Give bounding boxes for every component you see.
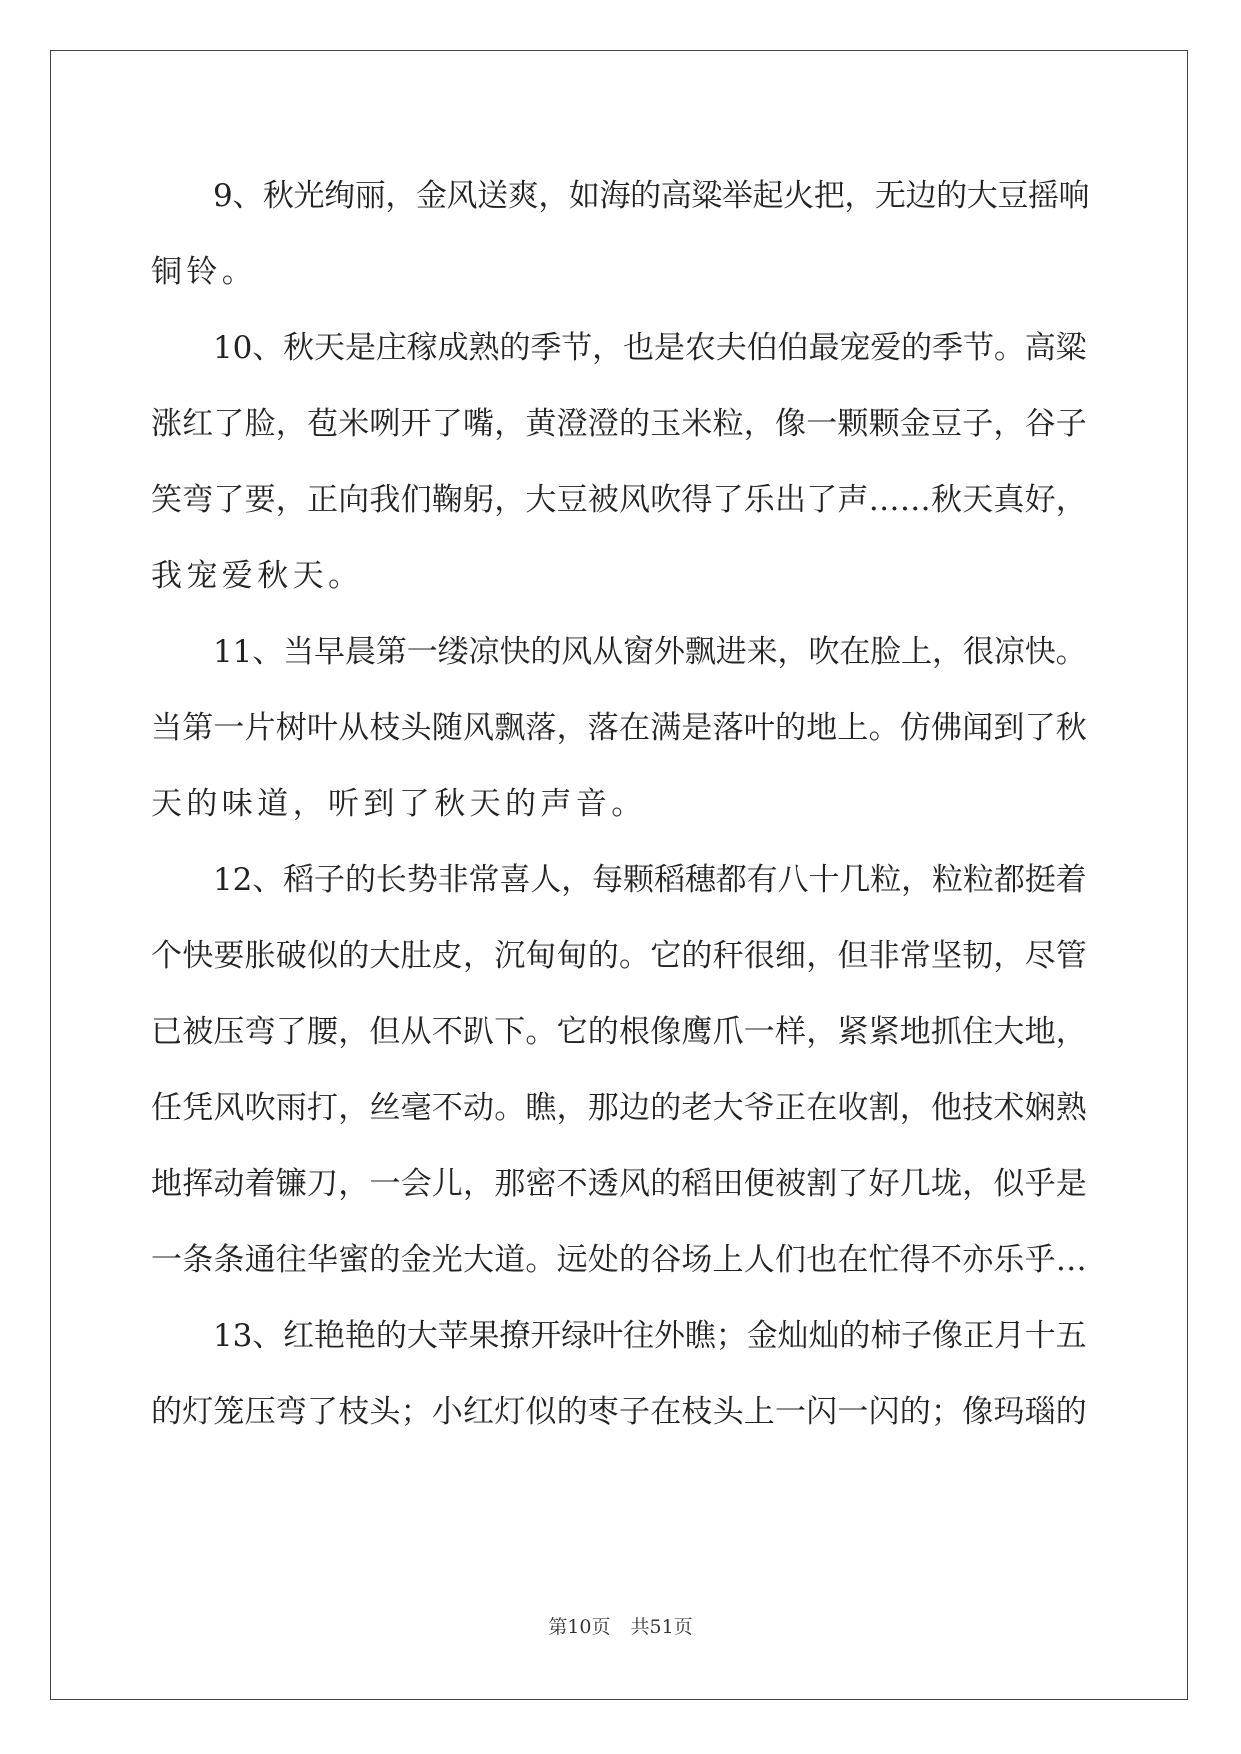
paragraph-line: 任凭风吹雨打，丝毫不动。瞧，那边的老大爷正在收割，他技术娴熟	[151, 1090, 1087, 1126]
paragraph-line: 一条条通往华蜜的金光大道。远处的谷场上人们也在忙得不亦乐乎…	[151, 1242, 1087, 1278]
page-footer	[0, 1612, 1241, 1639]
paragraph-13	[151, 1298, 1091, 1450]
page-number: 第10页	[548, 1616, 611, 1638]
paragraph-line: 已被压弯了腰，但从不趴下。它的根像鹰爪一样，紧紧地抓住大地，	[151, 1014, 1087, 1050]
paragraph-line: 个快要胀破似的大肚皮，沉甸甸的。它的秆很细，但非常坚韧，尽管	[151, 938, 1087, 974]
document-body	[151, 158, 1091, 1450]
paragraph-line: 天的味道，听到了秋天的声音。	[151, 786, 647, 822]
paragraph-line: 13、红艳艳的大苹果撩开绿叶往外瞧；金灿灿的柿子像正月十五	[213, 1318, 1087, 1354]
paragraph-11	[151, 614, 1091, 842]
paragraph-10	[151, 310, 1091, 614]
paragraph-line: 铜铃。	[151, 254, 258, 290]
page-total: 共51页	[630, 1616, 693, 1638]
paragraph-line: 10、秋天是庄稼成熟的季节，也是农夫伯伯最宠爱的季节。高粱	[213, 330, 1087, 366]
paragraph-line: 笑弯了要，正向我们鞠躬，大豆被风吹得了乐出了声……秋天真好，	[151, 482, 1087, 518]
paragraph-line: 11、当早晨第一缕凉快的风从窗外飘进来，吹在脸上，很凉快。	[213, 634, 1087, 670]
paragraph-12	[151, 842, 1091, 1298]
paragraph-line: 地挥动着镰刀，一会儿，那密不透风的稻田便被割了好几垅，似乎是	[151, 1166, 1087, 1202]
paragraph-line: 我宠爱秋天。	[151, 558, 364, 594]
paragraph-line: 涨红了脸，苞米咧开了嘴，黄澄澄的玉米粒，像一颗颗金豆子，谷子	[151, 406, 1087, 442]
paragraph-line: 9、秋光绚丽，金风送爽，如海的高粱举起火把，无边的大豆摇响	[213, 178, 1090, 214]
paragraph-9	[151, 158, 1091, 310]
paragraph-line: 的灯笼压弯了枝头；小红灯似的枣子在枝头上一闪一闪的；像玛瑙的	[151, 1394, 1087, 1430]
paragraph-line: 12、稻子的长势非常喜人，每颗稻穗都有八十几粒，粒粒都挺着	[213, 862, 1087, 898]
paragraph-line: 当第一片树叶从枝头随风飘落，落在满是落叶的地上。仿佛闻到了秋	[151, 710, 1087, 746]
